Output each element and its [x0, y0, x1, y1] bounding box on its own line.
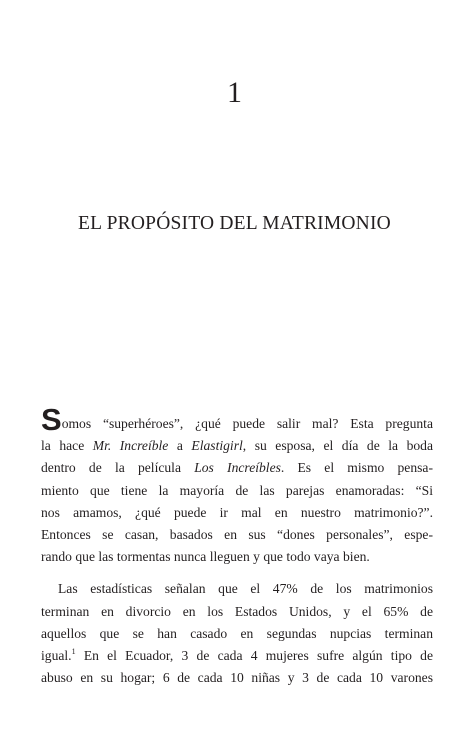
chapter-body [41, 402, 433, 689]
line-text: . Es el mismo pensa- [280, 460, 433, 476]
paragraph-2-line-3: aquellos que se han casado en segundas nupcias terminan [41, 625, 433, 641]
chapter-number: 1 [227, 76, 242, 109]
italic-name-elastigirl: Elastigirl [191, 438, 243, 454]
line-text: a [168, 438, 192, 454]
chapter-title: EL PROPÓSITO DEL MATRIMONIO [78, 213, 391, 234]
paragraph-2-line-1: Las estadísticas señalan que el 47% de los matrimonios [58, 581, 433, 597]
paragraph-2-line-2: terminan en divorcio en los Estados Unidos, y el 65% de [41, 603, 433, 619]
paragraph-2-line-5: abuso en su hogar; 6 de cada 10 niñas y 3 de cada 10 varones [41, 670, 433, 686]
line-text: omos “superhéroes”, ¿qué puede salir mal? Esta pregunta [61, 416, 433, 431]
paragraph-1-line-2 [41, 435, 433, 457]
footnote-marker: 1 [71, 646, 76, 656]
paragraph-2-line-4 [41, 645, 433, 667]
paragraph-1-line-3 [41, 457, 433, 479]
paragraph-1-line-6: Entonces se casan, basados en sus “dones personales”, espe- [41, 526, 433, 542]
paragraph-2 [41, 578, 433, 689]
paragraph-1-line-4: miento que tiene la mayoría de las parejas enamoradas: “Si [41, 482, 433, 498]
line-text: dentro de la película [41, 460, 195, 476]
italic-film-title: Los Increíbles [194, 460, 281, 476]
italic-title-mr-increible: Mr. Increíble [92, 438, 169, 454]
paragraph-1-line-1 [41, 402, 433, 437]
paragraph-1-line-5: nos amamos, ¿qué puede ir mal en nuestro matrimonio?”. [41, 504, 433, 520]
line-text: , su esposa, el día de la boda [242, 438, 433, 454]
paragraph-1 [41, 402, 433, 568]
drop-cap: S [41, 402, 62, 437]
line-text: la hace [41, 438, 93, 454]
line-text: igual. [41, 647, 72, 663]
paragraph-1-line-7: rando que las tormentas nunca lleguen y que todo vaya bien. [41, 549, 370, 565]
line-text: En el Ecuador, 3 de cada 4 mujeres sufre algún tipo de [75, 647, 433, 663]
